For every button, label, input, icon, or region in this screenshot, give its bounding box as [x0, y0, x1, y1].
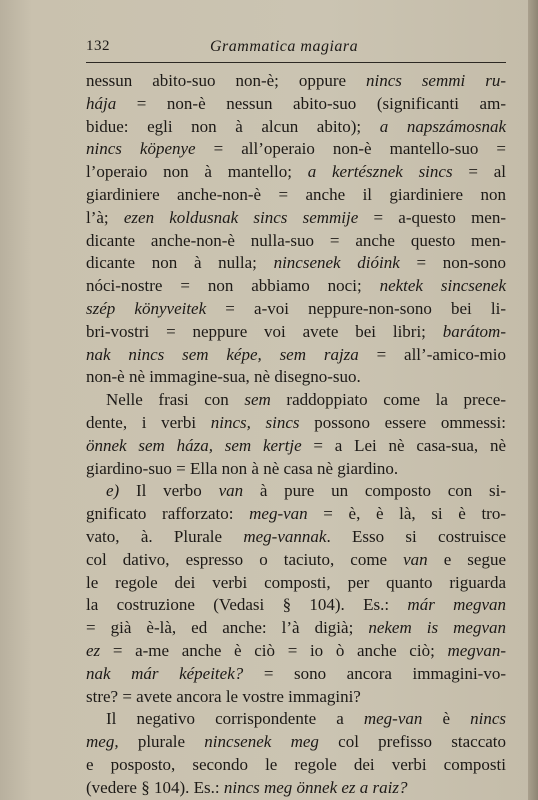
hungarian-example: van: [218, 481, 244, 501]
body-text: [86, 70, 506, 800]
text-line: [86, 617, 506, 640]
text-segment: gnificato rafforzato:: [86, 504, 250, 524]
hungarian-example: nak már képeitek?: [86, 663, 244, 683]
hungarian-example: a kertésznek sincs: [307, 162, 453, 182]
hungarian-example: a napszámosnak: [379, 116, 507, 136]
text-segment: = a-me anche è ciò = io ò anche ciò;: [100, 640, 448, 660]
text-line: [86, 777, 506, 800]
text-line: [86, 93, 506, 116]
hungarian-example: hája: [86, 93, 117, 113]
hungarian-example: nak nincs sem képe, sem rajza: [86, 344, 359, 364]
hungarian-example: megvan-: [447, 640, 506, 660]
text-segment: Nelle frasi con: [106, 390, 245, 410]
text-segment: nóci-nostre = non abbiamo noci;: [86, 276, 380, 296]
text-segment: dicante anche-non-è nulla-suo = anche questo men-: [86, 230, 506, 250]
text-segment: = a-questo men-: [358, 207, 507, 227]
running-title: Grammatica magiara: [210, 38, 359, 55]
text-segment: e posposto, secondo le regole dei verbi composti: [86, 754, 506, 774]
text-segment: raddoppiato come la prece-: [270, 390, 506, 410]
text-line: [86, 344, 506, 367]
hungarian-example: van: [403, 549, 428, 569]
text-segment: bri-vostri = neppure voi avete bei libri;: [86, 321, 443, 341]
text-segment: la costruzione (Vedasi § 104). Es.:: [86, 595, 408, 615]
text-line: [86, 70, 506, 93]
hungarian-example: nincs, sincs: [210, 412, 300, 432]
text-segment: col prefisso staccato: [318, 732, 507, 752]
text-line: [86, 435, 506, 458]
text-segment: = all’operaio non-è mantello-suo =: [195, 139, 506, 159]
text-line: [86, 572, 506, 595]
hungarian-example: nincs meg önnek ez a raiz?: [223, 777, 408, 797]
hungarian-example: nincs semmi ru-: [365, 71, 506, 90]
text-segment: Il negativo corrispondente a: [106, 709, 364, 729]
text-line: [86, 663, 506, 686]
text-segment: = è, è là, si è tro-: [307, 504, 506, 524]
text-segment: . Esso si costruisce: [326, 526, 507, 546]
text-segment: = a Lei nè casa-sua, nè: [301, 435, 507, 455]
hungarian-example: sem: [244, 390, 271, 410]
text-segment: bidue: egli non à alcun abito);: [86, 116, 380, 136]
text-line: [86, 458, 506, 481]
text-line: [86, 594, 506, 617]
text-line: [86, 640, 506, 663]
text-segment: = a-voi neppure-non-sono bei li-: [206, 298, 506, 318]
text-segment: stre? = avete ancora le vostre immagini?: [86, 686, 361, 706]
text-segment: à pure un composto con si-: [243, 481, 507, 501]
text-line: [86, 252, 506, 275]
text-line: [86, 686, 506, 709]
hungarian-example: nincs: [470, 709, 506, 729]
text-segment: vato, à. Plurale: [86, 526, 244, 546]
text-segment: plurale: [118, 732, 205, 752]
text-segment: possono essere ommessi:: [299, 412, 506, 432]
header-rule: [86, 62, 506, 63]
hungarian-example: önnek sem háza, sem kertje: [86, 435, 302, 455]
hungarian-example: nektek sincsenek: [379, 276, 506, 296]
text-segment: = non-sono: [399, 253, 507, 273]
text-line: [86, 275, 506, 298]
text-segment: col dativo, espresso o taciuto, come: [86, 549, 404, 569]
text-segment: dente, i verbi: [86, 412, 211, 432]
text-line: [86, 298, 506, 321]
text-segment: (vedere § 104). Es.:: [86, 777, 224, 797]
hungarian-example: meg-van: [363, 709, 423, 729]
text-line: [86, 503, 506, 526]
text-line: [86, 230, 506, 253]
hungarian-example: meg,: [86, 732, 119, 752]
page-number: 132: [86, 38, 110, 54]
hungarian-example: már megvan: [407, 595, 507, 615]
text-segment: Il verbo: [119, 481, 219, 501]
text-line: [86, 184, 506, 207]
text-line: [86, 321, 506, 344]
text-segment: giardino-suo = Ella non à nè casa nè giardino.: [86, 458, 399, 478]
text-segment: = all’-amico-mio: [358, 344, 506, 364]
hungarian-example: szép könyveitek: [86, 298, 207, 318]
text-segment: = sono ancora immagini-vo-: [243, 663, 506, 683]
hungarian-example: ezen koldusnak sincs semmije: [123, 207, 359, 227]
text-segment: è: [422, 709, 471, 729]
text-line: [86, 412, 506, 435]
text-line: [86, 549, 506, 572]
text-segment: le regole dei verbi composti, per quanto riguarda: [86, 572, 506, 592]
text-segment: e segue: [427, 549, 506, 569]
hungarian-example: ez: [86, 640, 101, 660]
text-line: [86, 138, 506, 161]
hungarian-example: barátom-: [442, 321, 506, 341]
text-segment: = non-è nessun abito-suo (significanti am-: [116, 93, 506, 113]
text-segment: giardiniere anche-non-è = anche il giardiniere non: [86, 184, 506, 204]
text-line: [86, 480, 506, 503]
hungarian-example: nincs köpenye: [86, 139, 196, 159]
text-line: [86, 754, 506, 777]
hungarian-example: nincsenek dióink: [273, 253, 400, 273]
hungarian-example: meg-van: [249, 504, 308, 524]
page-spine-shadow: [528, 0, 538, 800]
text-segment: dicante non à nulla;: [86, 253, 274, 273]
text-segment: = già è-là, ed anche: l’à digià;: [86, 618, 369, 638]
text-segment: = al: [452, 162, 506, 182]
hungarian-example: nincsenek meg: [204, 732, 319, 752]
text-segment: non-è nè immagine-sua, nè disegno-suo.: [86, 367, 361, 387]
hungarian-example: e): [106, 481, 120, 501]
text-line: [86, 526, 506, 549]
text-line: [86, 116, 506, 139]
text-line: [86, 161, 506, 184]
page-header: [86, 38, 506, 62]
text-line: [86, 389, 506, 412]
hungarian-example: meg-vannak: [243, 526, 327, 546]
text-line: [86, 366, 506, 389]
text-segment: l’operaio non à mantello;: [86, 162, 308, 182]
text-segment: nessun abito-suo non-è; oppure: [86, 71, 366, 90]
text-segment: l’à;: [86, 207, 124, 227]
text-line: [86, 207, 506, 230]
text-line: [86, 708, 506, 731]
hungarian-example: nekem is megvan: [368, 618, 506, 638]
text-line: [86, 731, 506, 754]
